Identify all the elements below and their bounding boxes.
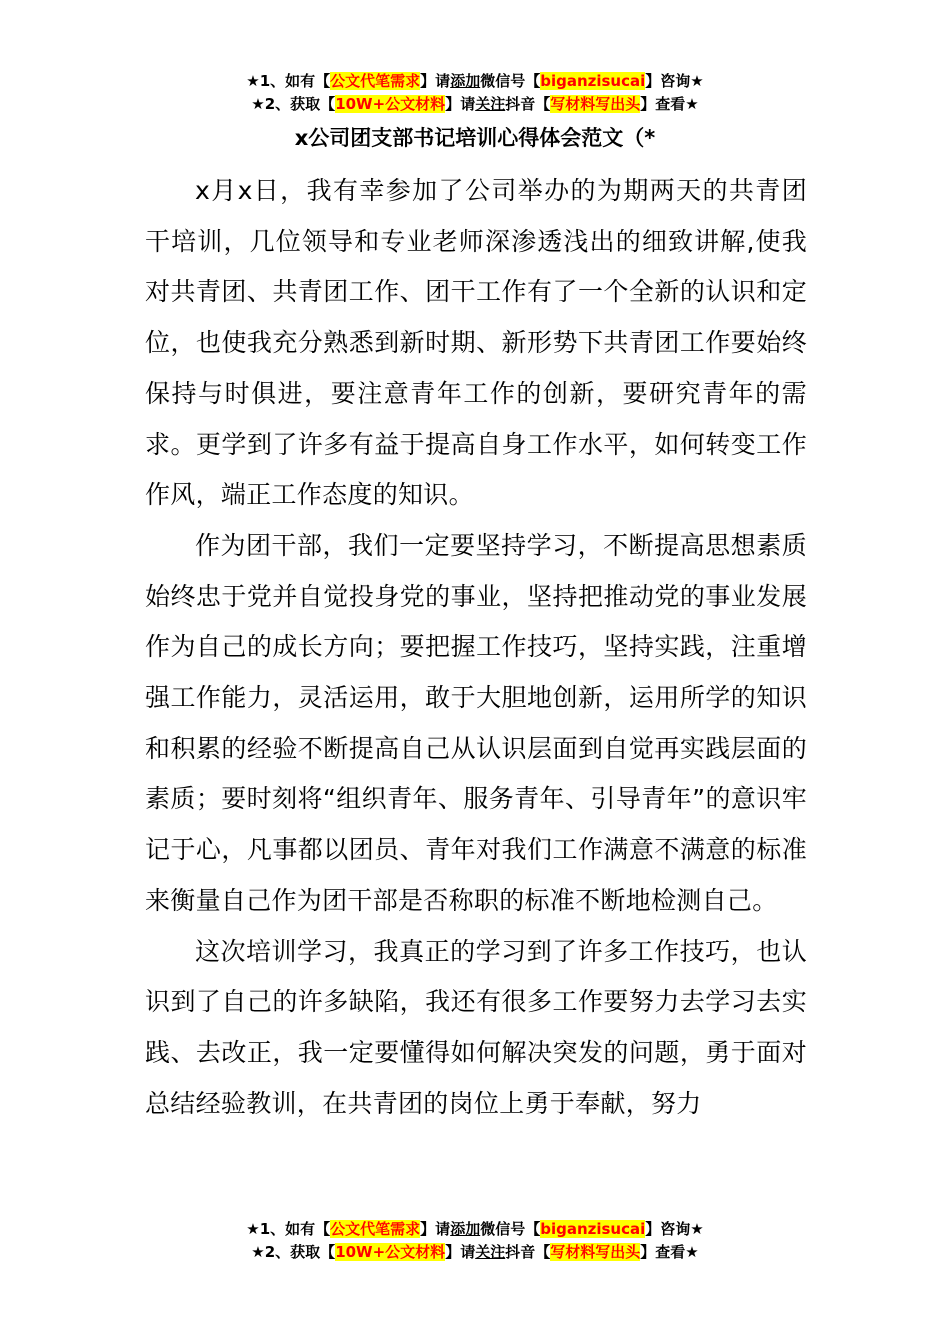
banner-highlight: 10W+公文材料: [335, 95, 446, 113]
banner-text: 】请: [420, 1220, 451, 1238]
banner-underlined-text: 添加: [450, 1220, 481, 1238]
paragraph: x月x日，我有幸参加了公司举办的为期两天的共青团干培训，几位领导和专业老师深渗透浅出的细致讲解,使我对共青团、共青团工作、团干工作有了一个全新的认识和定位，也使我充分熟悉到新时期、新形势下共青团工作要始终保持与时俱进，要注意青年工作的创新，要研究青年的需求。更学到了许多有益于提高自身工作水平，如何转变工作作风，端正工作态度的知识。: [145, 176, 807, 510]
paragraph: 作为团干部，我们一定要坚持学习，不断提高思想素质始终忠于党并自觉投身党的事业，坚持把推动党的事业发展作为自己的成长方向；要把握工作技巧，坚持实践，注重增强工作能力，灵活运用，敢于大胆地创新，运用所学的知识和积累的经验不断提高自己从认识层面到自觉再实践层面的素质；要时刻将“组织青年、服务青年、引导青年”的意识牢记于心，凡事都以团员、青年对我们工作满意不满意的标准来衡量自己作为团干部是否称职的标准不断地检测自己。: [145, 530, 807, 915]
banner-line-2: [0, 1241, 950, 1264]
banner-highlight: 写材料写出头: [550, 95, 641, 113]
banner-text: 抖音【: [505, 1243, 551, 1261]
banner-text: ★2、获取【: [251, 1243, 336, 1261]
document-title: x公司团支部书记培训心得体会范文（*: [294, 126, 656, 150]
banner-line-1: [0, 70, 950, 93]
banner-highlight: 公文代笔需求: [330, 1220, 421, 1238]
banner-line-1: [0, 1218, 950, 1241]
banner-text: ★2、获取【: [251, 95, 336, 113]
banner-text: 】请: [420, 72, 451, 90]
banner-text: 】请: [445, 1243, 476, 1261]
banner-text: ★1、如有【: [246, 1220, 331, 1238]
banner-text: 】查看★: [640, 95, 699, 113]
banner-text: 】请: [445, 95, 476, 113]
banner-highlight: biganzisucai: [540, 1220, 646, 1238]
banner-text: ★1、如有【: [246, 72, 331, 90]
banner-text: 】咨询★: [645, 1220, 704, 1238]
paragraph: 这次培训学习，我真正的学习到了许多工作技巧，也认识到了自己的许多缺陷，我还有很多工作要努力去学习去实践、去改正，我一定要懂得如何解决突发的问题，勇于面对总结经验教训，在共青团的岗位上勇于奉献，努力: [145, 936, 807, 1118]
banner-underlined-text: 添加: [450, 72, 481, 90]
banner-highlight: 10W+公文材料: [335, 1243, 446, 1261]
banner-line-2: [0, 93, 950, 116]
banner-underlined-text: 关注: [475, 1243, 506, 1261]
banner-text: 】查看★: [640, 1243, 699, 1261]
document-body: [145, 166, 807, 1129]
banner-text: 】咨询★: [645, 72, 704, 90]
banner-underlined-text: 关注: [475, 95, 506, 113]
banner-text: 微信号【: [480, 1220, 541, 1238]
banner-highlight: 写材料写出头: [550, 1243, 641, 1261]
banner-highlight: biganzisucai: [540, 72, 646, 90]
banner-text: 抖音【: [505, 95, 551, 113]
banner-highlight: 公文代笔需求: [330, 72, 421, 90]
top-banner: [0, 70, 950, 116]
banner-text: 微信号【: [480, 72, 541, 90]
bottom-banner: [0, 1218, 950, 1264]
